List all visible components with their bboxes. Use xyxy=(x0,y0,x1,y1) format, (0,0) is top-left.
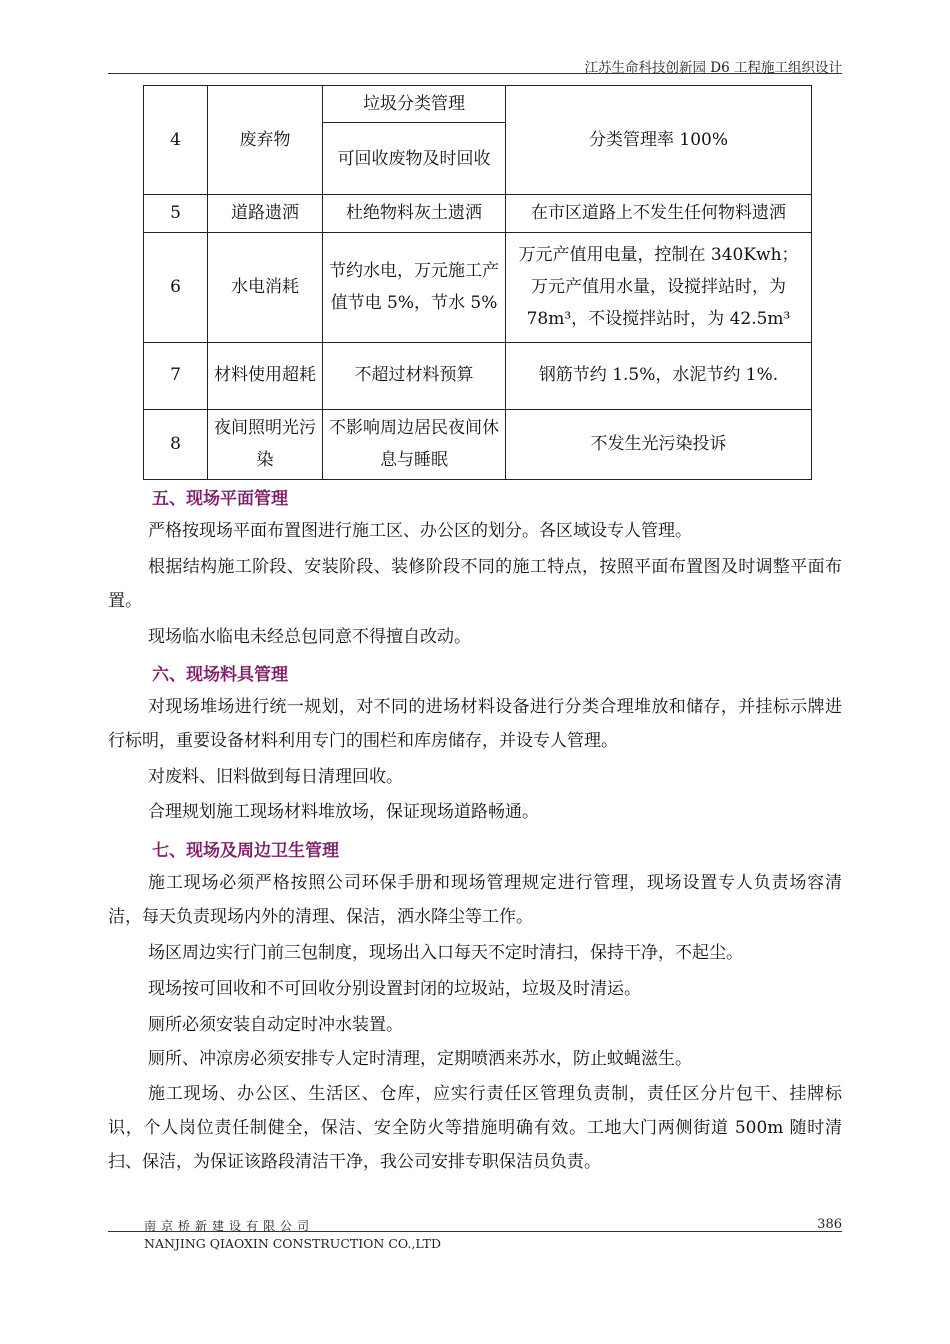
header-title: 江苏生命科技创新园 D6 工程施工组织设计 xyxy=(584,60,842,76)
measure-cell: 不影响周边居民夜间休息与睡眠 xyxy=(323,409,506,479)
section-heading: 六、现场料具管理 xyxy=(152,665,288,685)
target-cell: 不发生光污染投诉 xyxy=(506,409,812,479)
row-number: 5 xyxy=(144,195,208,232)
target-cell: 在市区道路上不发生任何物料遗洒 xyxy=(506,195,812,232)
header-rule xyxy=(108,73,842,74)
measure-cell: 杜绝物料灰土遗洒 xyxy=(323,195,506,232)
footer-company: 南京桥新建设有限公司 xyxy=(144,1219,315,1233)
environment-target-table xyxy=(143,85,812,480)
item-cell: 夜间照明光污染 xyxy=(208,409,323,479)
measure-cell: 垃圾分类管理 xyxy=(323,86,506,123)
row-number: 4 xyxy=(144,86,208,195)
section-heading: 七、现场及周边卫生管理 xyxy=(152,841,339,861)
target-cell: 钢筋节约 1.5%，水泥节约 1%. xyxy=(506,342,812,409)
footer-rule xyxy=(108,1231,842,1232)
paragraph: 施工现场、办公区、生活区、仓库，应实行责任区管理负责制，责任区分片包干、挂牌标识，个人岗位责任制健全，保洁、安全防火等措施明确有效。工地大门两侧街道 500m 随时清扫、保洁，为保证该路段清洁干净，我公司安排专职保洁员负责。 xyxy=(108,1084,842,1172)
paragraph: 对废料、旧料做到每日清理回收。 xyxy=(148,767,403,787)
item-cell: 水电消耗 xyxy=(208,232,323,342)
table-row xyxy=(144,342,812,409)
item-cell: 道路遗洒 xyxy=(208,195,323,232)
paragraph: 对现场堆场进行统一规划，对不同的进场材料设备进行分类合理堆放和储存，并挂标示牌进行标明，重要设备材料利用专门的围栏和库房储存，并设专人管理。 xyxy=(108,697,842,751)
table-row xyxy=(144,232,812,342)
section-heading: 五、现场平面管理 xyxy=(152,489,288,509)
table-row xyxy=(144,409,812,479)
paragraph: 厕所、冲凉房必须安排专人定时清理，定期喷洒来苏水，防止蚊蝇滋生。 xyxy=(148,1049,692,1069)
measure-cell: 节约水电，万元施工产值节电 5%，节水 5% xyxy=(323,232,506,342)
paragraph: 厕所必须安装自动定时冲水装置。 xyxy=(148,1015,403,1035)
item-cell: 材料使用超耗 xyxy=(208,342,323,409)
page-number: 386 xyxy=(817,1217,842,1232)
paragraph: 现场临水临电未经总包同意不得擅自改动。 xyxy=(148,627,471,647)
item-cell: 废弃物 xyxy=(208,86,323,195)
row-number: 6 xyxy=(144,232,208,342)
table-row xyxy=(144,195,812,232)
target-cell: 分类管理率 100% xyxy=(506,86,812,195)
table-row xyxy=(144,86,812,123)
measure-cell: 不超过材料预算 xyxy=(323,342,506,409)
paragraph: 严格按现场平面布置图进行施工区、办公区的划分。各区域设专人管理。 xyxy=(148,521,692,541)
paragraph: 现场按可回收和不可回收分别设置封闭的垃圾站，垃圾及时清运。 xyxy=(148,979,641,999)
row-number: 8 xyxy=(144,409,208,479)
footer-company-en: NANJING QIAOXIN CONSTRUCTION CO.,LTD xyxy=(144,1236,441,1251)
paragraph: 场区周边实行门前三包制度，现场出入口每天不定时清扫，保持干净，不起尘。 xyxy=(148,943,743,963)
paragraph: 根据结构施工阶段、安装阶段、装修阶段不同的施工特点，按照平面布置图及时调整平面布置。 xyxy=(108,557,842,611)
measure-cell: 可回收废物及时回收 xyxy=(323,123,506,195)
row-number: 7 xyxy=(144,342,208,409)
target-cell: 万元产值用电量，控制在 340Kwh；万元产值用水量，设搅拌站时，为 78m³，不设搅拌站时，为 42.5m³ xyxy=(506,232,812,342)
paragraph: 施工现场必须严格按照公司环保手册和现场管理规定进行管理，现场设置专人负责场容清洁，每天负责现场内外的清理、保洁，洒水降尘等工作。 xyxy=(108,873,842,927)
paragraph: 合理规划施工现场材料堆放场，保证现场道路畅通。 xyxy=(148,802,539,822)
